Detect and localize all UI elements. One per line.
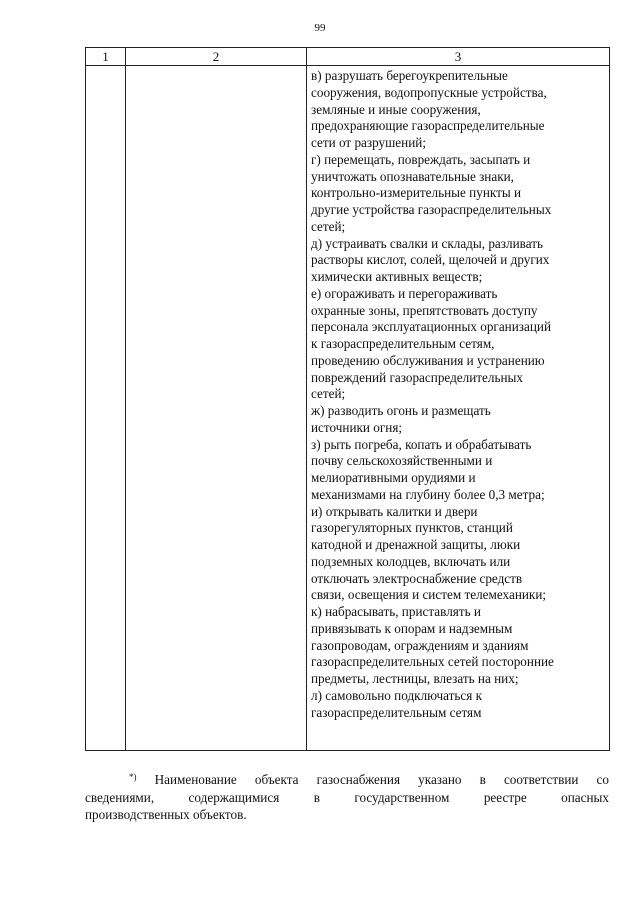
- text-line: катодной и дренажной защиты, люки: [311, 537, 521, 552]
- text-line: газораспределительным сетям: [311, 704, 482, 720]
- text-line: предметы, лестницы, влезать на них;: [311, 671, 519, 686]
- text-line: мелиоративными орудиями и: [311, 470, 476, 485]
- footnote-text-1: Наименование объекта газоснабжения указано в соответствии со: [154, 772, 610, 787]
- text-line: сетей;: [311, 218, 346, 234]
- table-cell-col3: [307, 66, 610, 751]
- text-line: подземных колодцев, включать или: [311, 553, 511, 569]
- text-line: контрольно-измерительные пункты и: [311, 185, 522, 201]
- text-line: ж) разводить огонь и размещать: [311, 403, 491, 418]
- text-line: газораспределительных сетей посторонние: [311, 654, 554, 670]
- text-line: г) перемещать, повреждать, засыпать и: [311, 151, 531, 167]
- text-line: другие устройства газораспределительных: [311, 202, 552, 217]
- text-line: привязывать к опорам и надземным: [311, 620, 513, 636]
- table-cell-col1: [86, 66, 126, 751]
- table-header-row: [86, 48, 610, 66]
- footnote-line-1: [85, 771, 609, 789]
- text-line: персонала эксплуатационных организаций: [311, 319, 552, 335]
- text-line: земляные и иные сооружения,: [311, 101, 481, 117]
- text-line: охранные зоны, препятствовать доступу: [311, 302, 538, 318]
- text-line: д) устраивать свалки и склады, разливать: [311, 235, 543, 251]
- text-line: связи, освещения и систем телемеханики;: [311, 587, 547, 603]
- text-line: сети от разрушений;: [311, 135, 426, 150]
- text-line: повреждений газораспределительных: [311, 369, 524, 385]
- text-line: предохраняющие газораспределительные: [311, 118, 545, 134]
- text-line: газорегуляторных пунктов, станций: [311, 520, 513, 536]
- page-number: 99: [314, 22, 326, 34]
- column-header-2: 2: [126, 48, 307, 66]
- text-line: и) открывать калитки и двери: [311, 503, 478, 519]
- text-line: механизмами на глубину более 0,3 метра;: [311, 486, 545, 502]
- text-line: химически активных веществ;: [311, 269, 483, 284]
- footnote-mark: *): [129, 772, 137, 782]
- footnote-line-2: сведениями, содержащимися в государственном реестре опасных: [85, 789, 609, 805]
- text-line: проведению обслуживания и устранению: [311, 352, 545, 368]
- document-table: [85, 47, 610, 751]
- text-line: растворы кислот, солей, щелочей и других: [311, 252, 550, 268]
- text-line: газопроводам, ограждениям и зданиям: [311, 637, 529, 653]
- column-header-3: 3: [307, 48, 610, 66]
- text-line: уничтожать опознавательные знаки,: [311, 168, 514, 184]
- text-line: источники огня;: [311, 419, 403, 435]
- text-line: отключать электроснабжение средств: [311, 570, 523, 586]
- text-line: к) набрасывать, приставлять и: [311, 604, 481, 619]
- text-line: почву сельскохозяйственными и: [311, 453, 493, 469]
- footnote-line-3: производственных объектов.: [85, 807, 247, 822]
- column-header-1: 1: [86, 48, 126, 66]
- text-line: сетей;: [311, 386, 346, 402]
- footnote: [85, 771, 609, 824]
- text-line: е) огораживать и перегораживать: [311, 285, 498, 301]
- text-line: л) самовольно подключаться к: [311, 687, 483, 703]
- text-line: в) разрушать берегоукрепительные: [311, 68, 508, 83]
- table-cell-col2: [126, 66, 307, 751]
- text-line: сооружения, водопропускные устройства,: [311, 84, 547, 100]
- table-row: [86, 66, 610, 751]
- text-line: к газораспределительным сетям,: [311, 336, 495, 351]
- text-line: з) рыть погреба, копать и обрабатывать: [311, 436, 532, 452]
